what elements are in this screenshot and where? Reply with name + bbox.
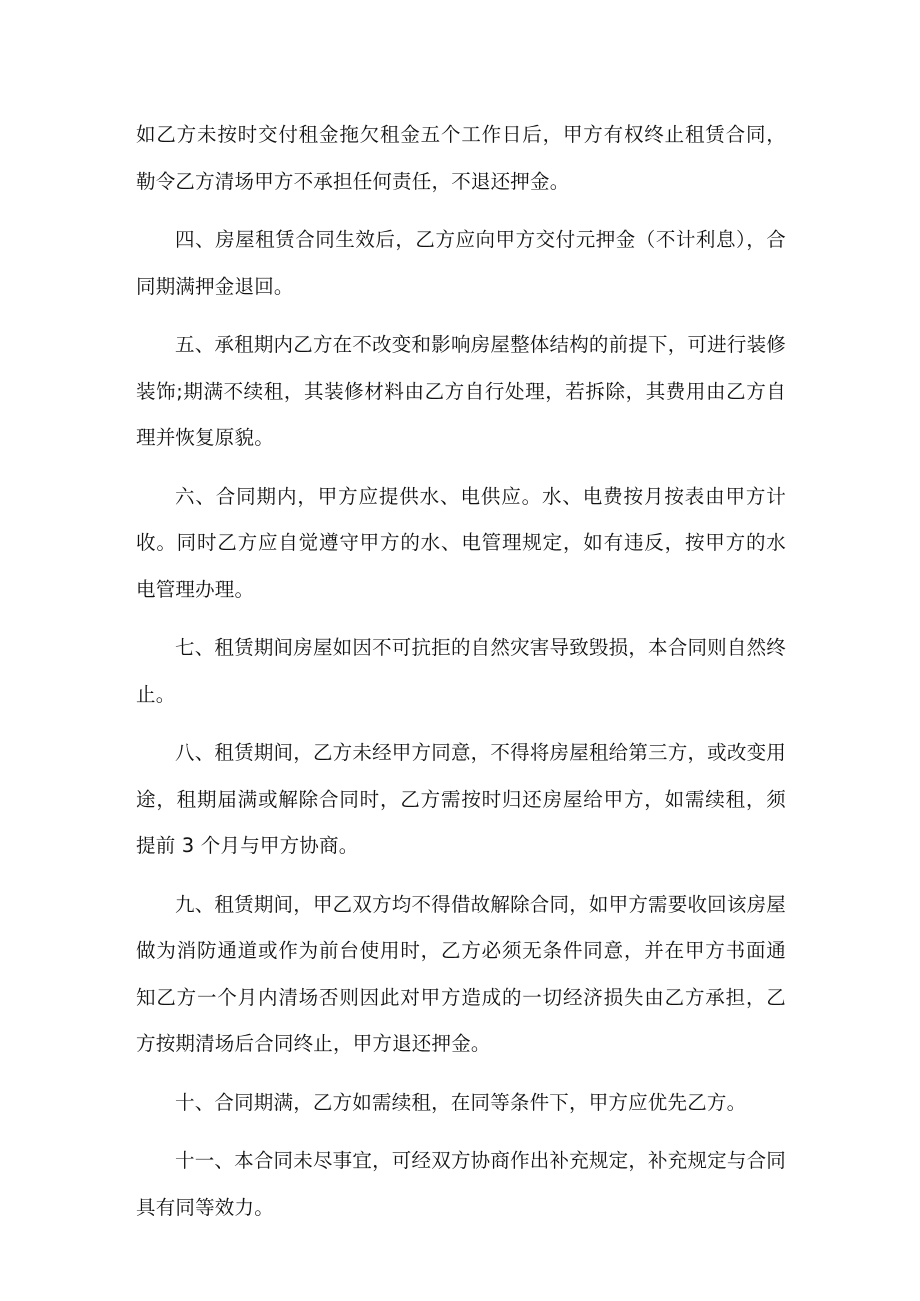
clause-7: 七、租赁期间房屋如因不可抗拒的自然灾害导致毁损，本合同则自然终止。 — [136, 636, 786, 706]
clause-8: 八、租赁期间，乙方未经甲方同意，不得将房屋租给第三方，或改变用途，租期届满或解除合同时，乙方需按时归还房屋给甲方，如需续租，须提前 3 个月与甲方协商。 — [136, 741, 786, 857]
clause-6: 六、合同期内，甲方应提供水、电供应。水、电费按月按表由甲方计收。同时乙方应自觉遵守甲方的水、电管理规定，如有违反，按甲方的水电管理办理。 — [136, 484, 786, 601]
clause-9: 九、租赁期间，甲乙双方均不得借故解除合同，如甲方需要收回该房屋做为消防通道或作为前台使用时，乙方必须无条件同意，并在甲方书面通知乙方一个月内清场否则因此对甲方造成的一切经济损失由乙方承担，乙方按期清场后合同终止，甲方退还押金。 — [136, 892, 786, 1055]
paragraph-continuation: 如乙方未按时交付租金拖欠租金五个工作日后，甲方有权终止租赁合同，勒令乙方清场甲方不承担任何责任，不退还押金。 — [136, 123, 786, 193]
clause-4: 四、房屋租赁合同生效后，乙方应向甲方交付元押金（不计利息），合同期满押金退回。 — [136, 228, 786, 298]
clause-5: 五、承租期内乙方在不改变和影响房屋整体结构的前提下，可进行装修装饰;期满不续租，其装修材料由乙方自行处理，若拆除，其费用由乙方自理并恢复原貌。 — [136, 333, 786, 449]
contract-body — [136, 112, 786, 1243]
clause-10: 十、合同期满，乙方如需续租，在同等条件下，甲方应优先乙方。 — [175, 1090, 747, 1114]
clause-11: 十一、本合同未尽事宜，可经双方协商作出补充规定，补充规定与合同具有同等效力。 — [136, 1149, 786, 1219]
